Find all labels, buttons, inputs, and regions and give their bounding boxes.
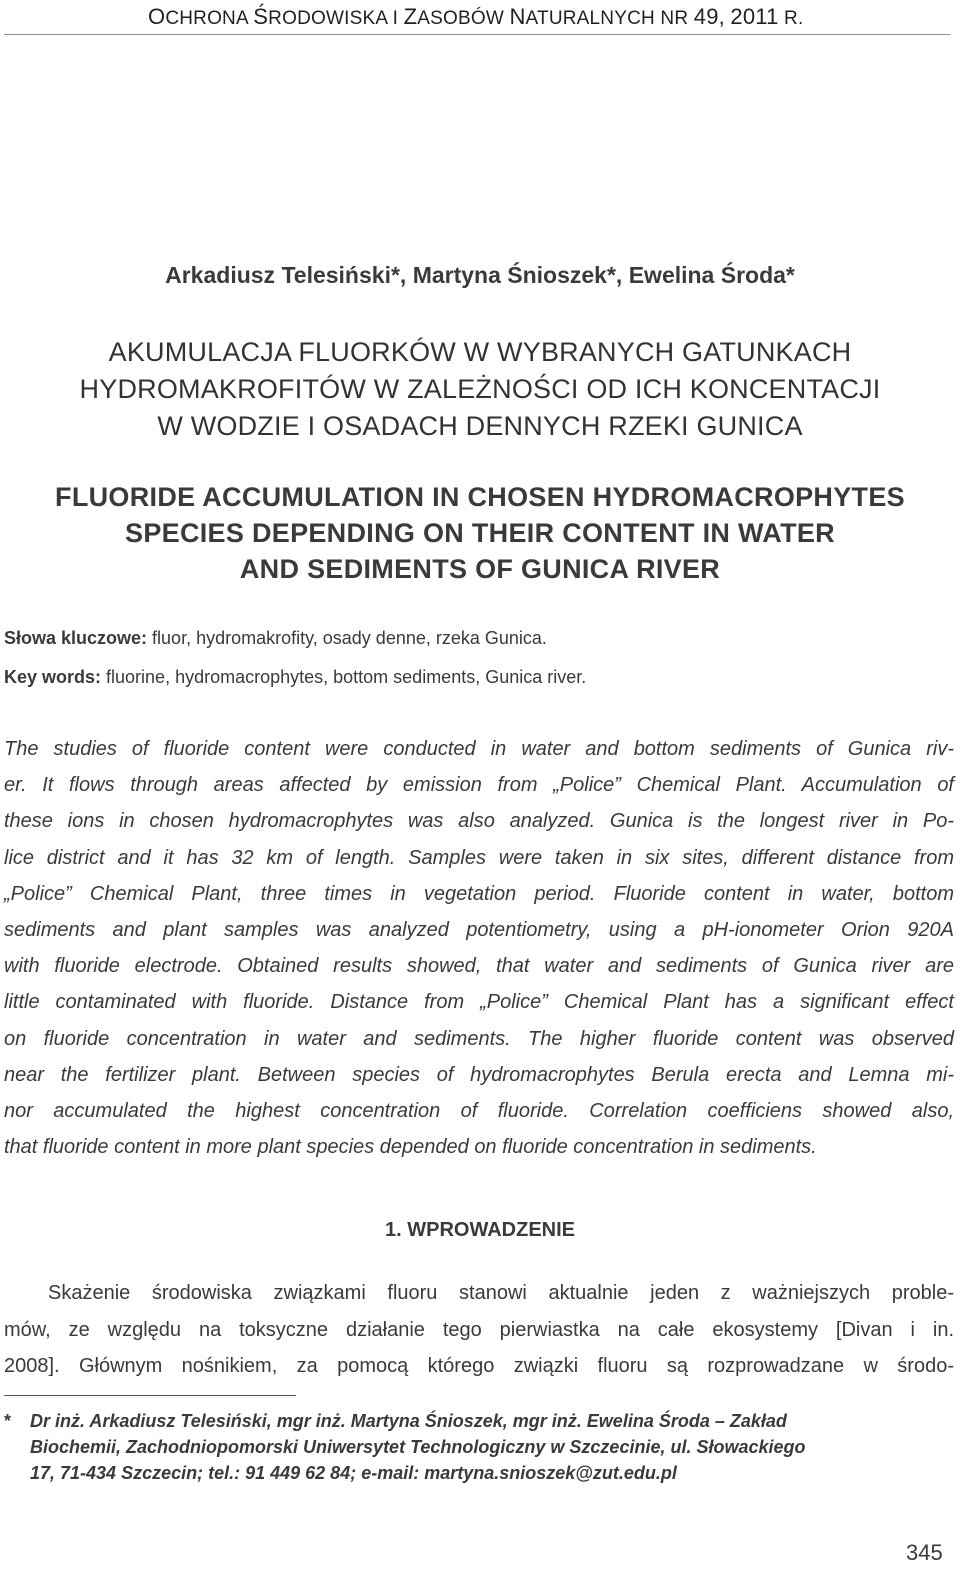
header-rule xyxy=(4,34,950,35)
footnote-text: Dr inż. Arkadiusz Telesiński, mgr inż. Martyna Śnioszek, mgr inż. Ewelina Środa – Zakład xyxy=(30,1411,787,1431)
abstract-line: these ions in chosen hydromacrophytes was also analyzed. Gunica is the longest river in Po- xyxy=(4,810,954,833)
abstract-line: „Police” Chemical Plant, three times in vegetation period. Fluoride content in water, bottom xyxy=(4,882,954,905)
keywords-en-label: Key words: xyxy=(4,667,102,687)
footnote-line: 17, 71-434 Szczecin; tel.: 91 449 62 84; e-mail: martyna.snioszek@zut.edu.pl xyxy=(30,1463,677,1483)
title-english xyxy=(0,479,960,587)
title-pl-line: AKUMULACJA FLUORKÓW W WYBRANYCH GATUNKACH xyxy=(108,337,852,367)
footnote-marker: * xyxy=(4,1411,12,1431)
abstract-line: The studies of fluoride content were conducted in water and bottom sediments of Gunica riv- xyxy=(4,738,954,760)
abstract-line: on fluoride concentration in water and sediments. The higher fluoride content was observed xyxy=(4,1027,954,1050)
title-polish xyxy=(0,334,960,445)
journal-issue: NR 49, 2011 R. xyxy=(660,4,804,29)
body-line: Skażenie środowiska związkami fluoru stanowi aktualnie jeden z ważniejszych proble- xyxy=(48,1282,954,1304)
footnote xyxy=(4,1408,954,1486)
footnote-line: Biochemii, Zachodniopomorski Uniwersytet Technologiczny w Szczecinie, ul. Słowackiego xyxy=(30,1437,806,1457)
keywords-pl-label: Słowa kluczowe: xyxy=(4,628,148,648)
footnote-line xyxy=(4,1408,954,1434)
abstract-line: with fluoride electrode. Obtained results showed, that water and sediments of Gunica river are xyxy=(4,955,954,978)
abstract-line: lice district and it has 32 km of length. Samples were taken in six sites, different distance from xyxy=(4,846,954,869)
title-pl-line: W WODZIE I OSADACH DENNYCH RZEKI GUNICA xyxy=(157,411,803,441)
abstract-line: little contaminated with fluoride. Distance from „Police” Chemical Plant has a significant effect xyxy=(4,991,954,1014)
footnote-rule xyxy=(4,1395,296,1396)
title-en-line: AND SEDIMENTS OF GUNICA RIVER xyxy=(239,554,721,584)
keywords-polish xyxy=(4,628,954,649)
title-pl-line: HYDROMAKROFITÓW W ZALEŻNOŚCI OD ICH KONCENTACJI xyxy=(79,374,881,404)
journal-title: OCHRONA ŚRODOWISKA I ZASOBÓW NATURALNYCH xyxy=(148,4,655,29)
body-text xyxy=(4,1275,954,1385)
running-header xyxy=(148,4,948,30)
title-en-line: FLUORIDE ACCUMULATION IN CHOSEN HYDROMACROPHYTES xyxy=(55,482,905,512)
abstract-line: that fluoride content in more plant species depended on fluoride concentration in sediments. xyxy=(4,1136,817,1159)
title-en-line: SPECIES DEPENDING ON THEIR CONTENT IN WATER xyxy=(125,518,835,548)
abstract-line: er. It flows through areas affected by emission from „Police” Chemical Plant. Accumulation of xyxy=(4,774,954,797)
body-line: mów, ze względu na toksyczne działanie tego pierwiastka na całe ekosystemy [Divan i in. xyxy=(4,1318,954,1341)
abstract-line: sediments and plant samples was analyzed potentiometry, using a pH-ionometer Orion 920A xyxy=(4,918,954,941)
keywords-en-text: fluorine, hydromacrophytes, bottom sediments, Gunica river. xyxy=(101,667,587,687)
authors: Arkadiusz Telesiński*, Martyna Śnioszek*, Ewelina Środa* xyxy=(165,262,795,288)
abstract-line: nor accumulated the highest concentration of fluoride. Correlation coefficiens showed also, xyxy=(4,1099,954,1122)
abstract xyxy=(4,731,954,1165)
body-line: 2008]. Głównym nośnikiem, za pomocą którego związki fluoru są rozprowadzane w środo- xyxy=(4,1355,954,1377)
keywords-pl-text: fluor, hydromakrofity, osady denne, rzeka Gunica. xyxy=(147,628,547,648)
section-heading: 1. WPROWADZENIE xyxy=(384,1219,575,1241)
page-number: 345 xyxy=(906,1540,943,1565)
keywords-english xyxy=(4,667,954,688)
abstract-line: near the fertilizer plant. Between species of hydromacrophytes Berula erecta and Lemna mi- xyxy=(4,1063,954,1086)
